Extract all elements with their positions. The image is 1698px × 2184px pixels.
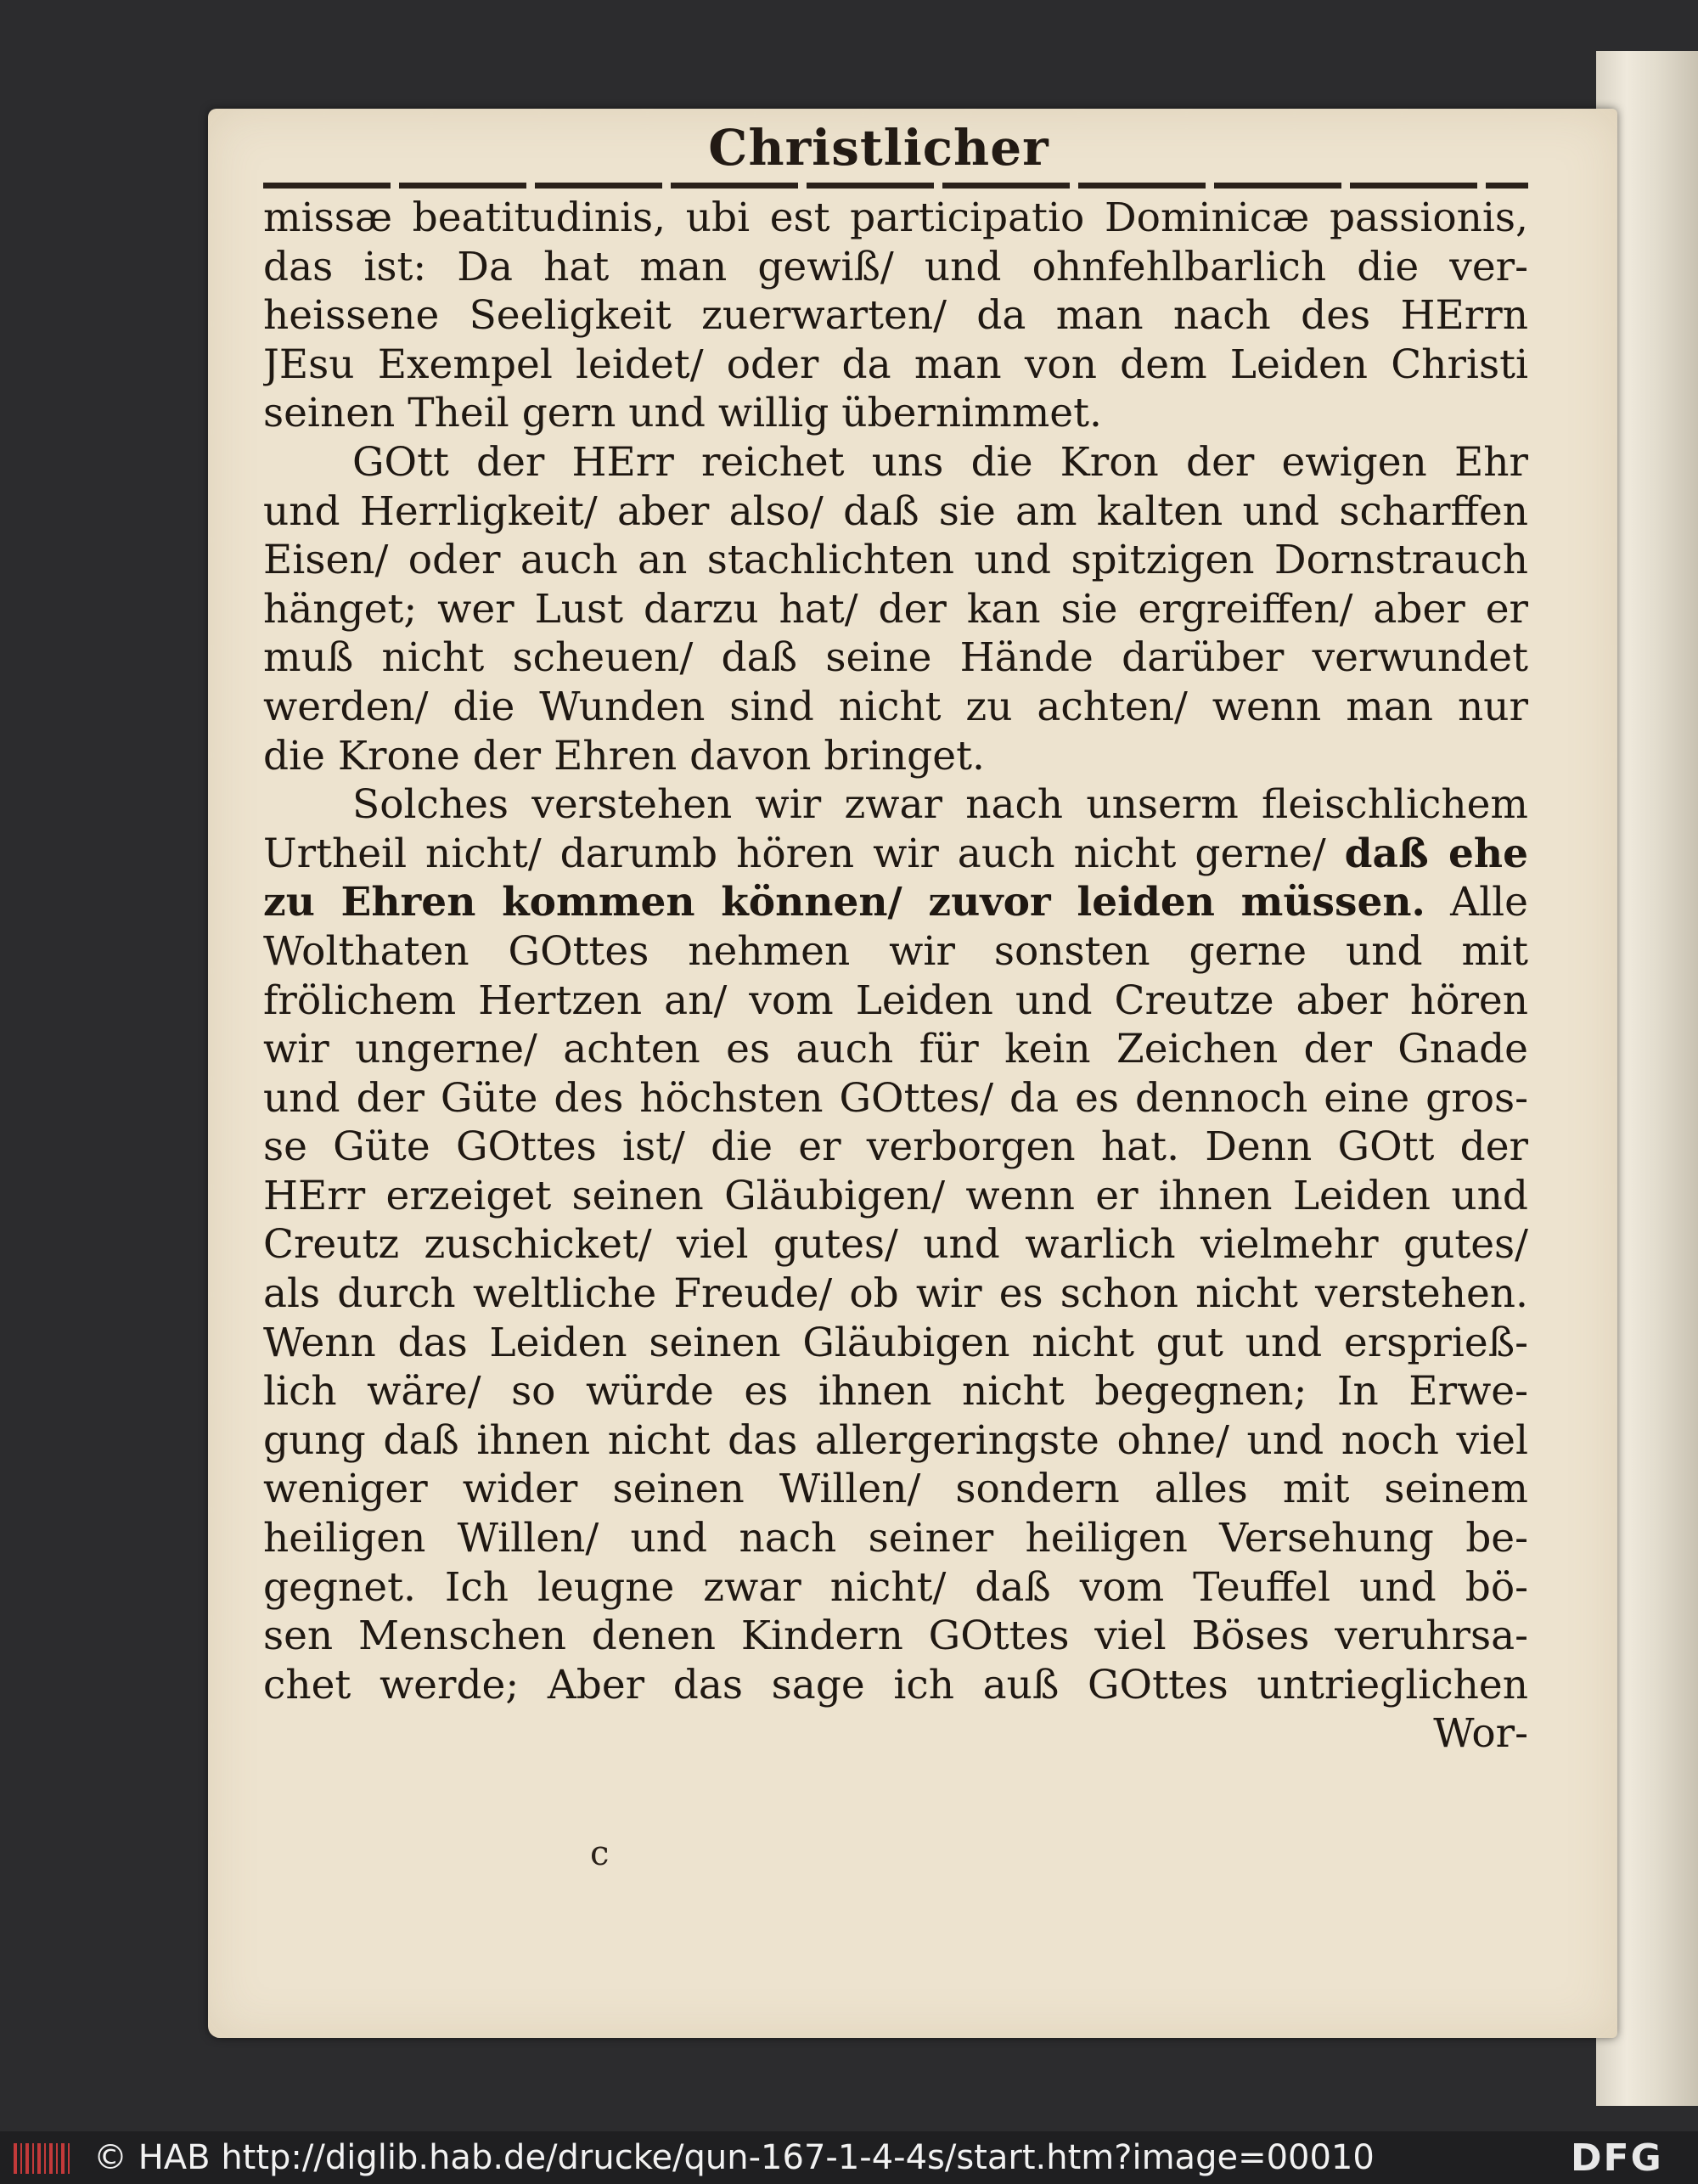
text-line: HErr erzeiget seinen Gläubigen/ wenn er ihnen Leiden und (263, 1172, 1528, 1219)
text-line: Wolthaten GOttes nehmen wir sonsten gerne und mit (263, 927, 1528, 975)
text-line: weniger wider seinen Willen/ sondern alles mit seinem (263, 1466, 1528, 1513)
text-line: Urtheil nicht/ darumb hören wir auch nicht gerne/ daß ehe (263, 830, 1528, 877)
signature-mark: c (590, 1834, 610, 1873)
text-line: missæ beatitudinis, ubi est participatio Dominicæ passionis, (263, 194, 1528, 241)
catchword: Wor- (1433, 1710, 1528, 1758)
header-rule (263, 183, 1528, 189)
text-line: Wenn das Leiden seinen Gläubigen nicht gut und ersprieß- (263, 1319, 1528, 1366)
text-line: gung daß ihnen nicht das allergeringste ohne/ und noch viel (263, 1416, 1528, 1464)
text-line: und Herrligkeit/ aber also/ daß sie am kalten und scharffen (263, 487, 1528, 535)
text-line: die Krone der Ehren davon bringet. (263, 732, 985, 780)
text-line: gegnet. Ich leugne zwar nicht/ daß vom Teuffel und bö- (263, 1563, 1528, 1611)
text-line: lich wäre/ so würde es ihnen nicht begegnen; In Erwe- (263, 1368, 1528, 1416)
text-line: heissene Seeligkeit zuerwarten/ da man nach des HErrn (263, 292, 1528, 340)
text-line: se Güte GOttes ist/ die er verborgen hat. Denn GOtt der (263, 1123, 1528, 1171)
text-line: hänget; wer Lust darzu hat/ der kan sie ergreiffen/ aber er (263, 585, 1528, 633)
text-line: muß nicht scheuen/ daß seine Hände darüber verwundet (263, 634, 1528, 682)
text-line: sen Menschen denen Kindern GOttes viel Böses veruhrsa- (263, 1613, 1528, 1660)
text-line: JEsu Exempel leidet/ oder da man von dem Leiden Christi (263, 341, 1528, 388)
text-line: Solches verstehen wir zwar nach unserm fleischlichem (352, 781, 1528, 829)
text-line: und der Güte des höchsten GOttes/ da es dennoch eine gros- (263, 1074, 1528, 1122)
copyright-link[interactable]: © HAB http://diglib.hab.de/drucke/qun-167-1-4-4s/start.htm?image=00010 (93, 2138, 1375, 2177)
barcode-icon (14, 2143, 73, 2174)
text-line: als durch weltliche Freude/ ob wir es schon nicht verstehen. (263, 1270, 1528, 1318)
emphasized-text: zu Ehren kommen können/ zuvor leiden müssen. (263, 879, 1425, 926)
page-text (263, 194, 1528, 1759)
emphasized-text: daß ehe (1344, 830, 1528, 877)
text-line: das ist: Da hat man gewiß/ und ohnfehlbarlich die ver- (263, 243, 1528, 290)
text-line: heiligen Willen/ und nach seiner heiligen Versehung be- (263, 1515, 1528, 1562)
running-head: Christlicher (708, 119, 1049, 177)
text-line: Creutz zuschicket/ viel gutes/ und warlich vielmehr gutes/ (263, 1221, 1528, 1269)
dfg-logo: DFG (1571, 2136, 1663, 2180)
text-line: wir ungerne/ achten es auch für kein Zeichen der Gnade (263, 1026, 1528, 1073)
text-line: chet werde; Aber das sage ich auß GOttes untrieglichen (263, 1661, 1528, 1708)
text-line: frölichem Hertzen an/ vom Leiden und Creutze aber hören (263, 977, 1528, 1024)
text-line: GOtt der HErr reichet uns die Kron der ewigen Ehr (352, 438, 1528, 486)
text-line: werden/ die Wunden sind nicht zu achten/ wenn man nur (263, 683, 1528, 730)
text-line: Eisen/ oder auch an stachlichten und spitzigen Dornstrauch (263, 537, 1528, 584)
text-line: seinen Theil gern und willig übernimmet. (263, 390, 1102, 437)
text-line: zu Ehren kommen können/ zuvor leiden müssen. Alle (263, 879, 1528, 926)
